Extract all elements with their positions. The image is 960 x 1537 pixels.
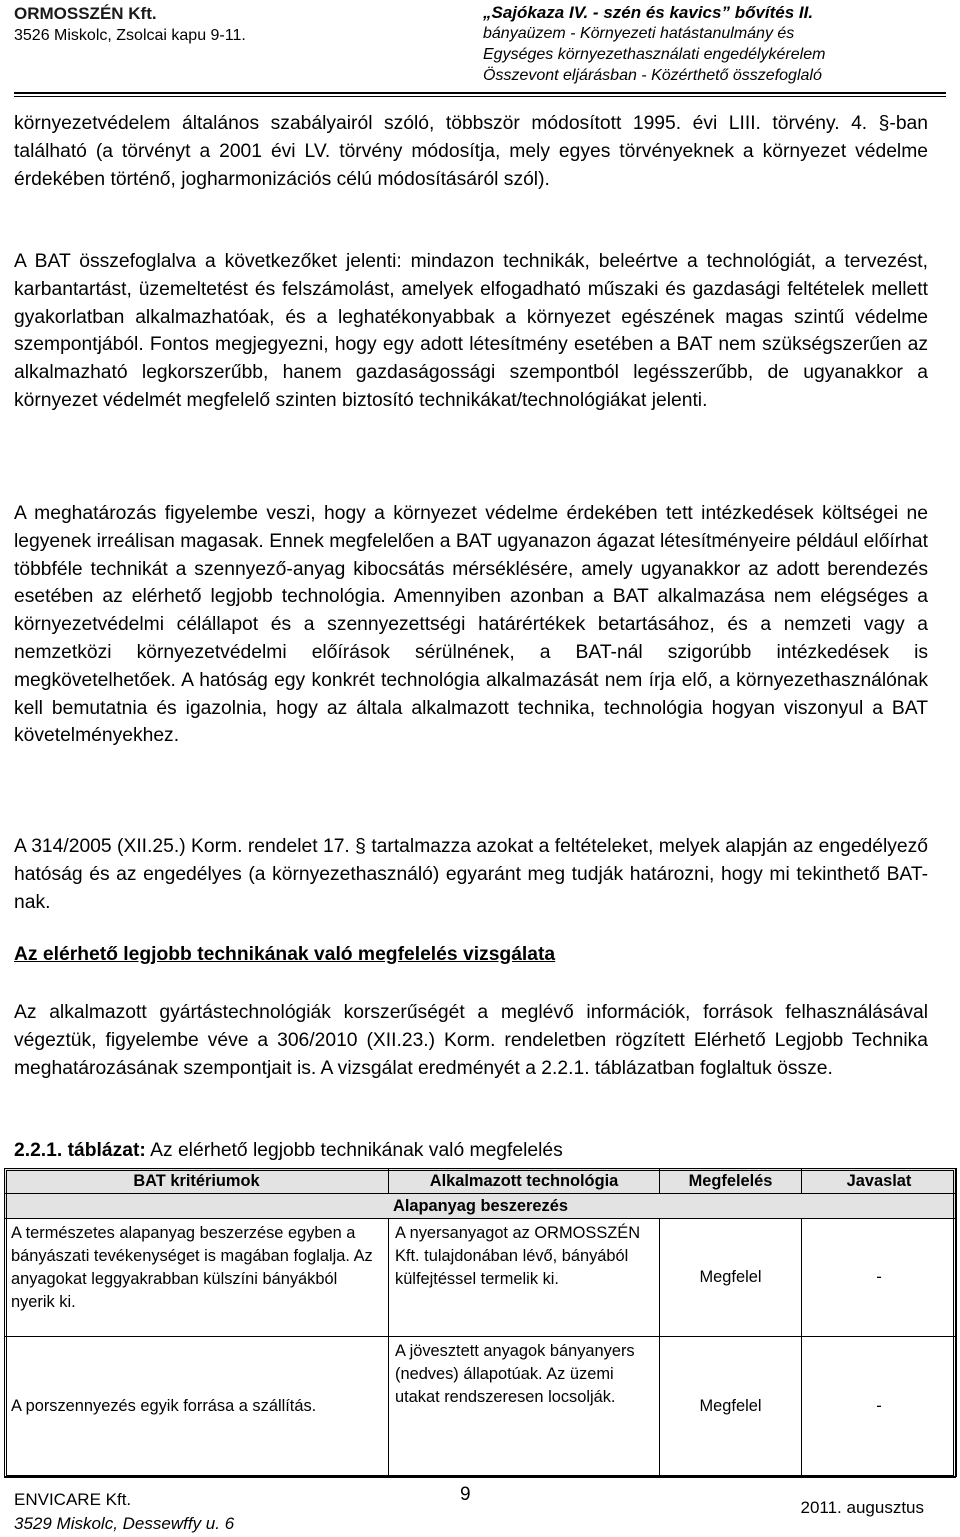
table-header-row [5, 1169, 957, 1194]
table-header-technology: Alkalmazott technológia [389, 1169, 660, 1194]
bat-table [4, 1168, 957, 1477]
table-cell-compliance: Megfelel [660, 1337, 802, 1477]
header-left [14, 3, 474, 47]
table-cell-proposal: - [802, 1219, 957, 1337]
footer-left [14, 1488, 234, 1536]
footer-date: 2011. augusztus [800, 1498, 924, 1517]
header-title-3: Egységes környezethasználati engedélykérelem [483, 46, 826, 63]
header-company: ORMOSSZÉN Kft. [14, 4, 157, 23]
table-cell-compliance: Megfelel [660, 1219, 802, 1337]
section-heading: Az elérhető legjobb technikának való megfelelés vizsgálata [14, 944, 556, 965]
footer-address: 3529 Miskolc, Dessewffy u. 6 [14, 1514, 235, 1533]
table-cell-technology: A jövesztett anyagok bányanyers (nedves) állapotúak. Az üzemi utakat rendszeresen locsolják. [389, 1337, 660, 1477]
paragraph-3 [14, 500, 928, 750]
table-cell-technology: A nyersanyagot az ORMOSSZÉN Kft. tulajdonában lévő, bányából külfejtéssel termelik ki. [389, 1219, 660, 1337]
paragraph-3-text: A meghatározás figyelembe veszi, hogy a környezet védelme érdekében tett intézkedések költségei ne legyenek irreálisan magasak. Ennek megfelelően a BAT ugyanazon ágazat létesítményeire például előírhat többféle technikát a szennyező-anyag kibocsátás mérséklésére, amely ugyanakkor az adott berendezés esetében az elérhető legjobb technológia. Amennyiben azonban a BAT alkalmazása nem elégséges a környezetvédelmi célállapot és a szennyezettségi határértékek betartásához, és a nemzeti vagy a nemzetközi környezetvédelmi előírások sérülnének, a BAT-nál szigorúbb intézkedések is megkövetelhetőek. A hatóság egy konkrét technológia alkalmazását nem írja elő, a környezethasználónak kell bemutatnia és igazolnia, hogy az általa alkalmazott technika, technológia hogyan viszonyul a BAT követelményekhez. [14, 503, 928, 747]
table-section-row [5, 1194, 957, 1219]
header-divider-thin [14, 96, 946, 97]
table-caption-text: Az elérhető legjobb technikának való megfelelés [145, 1140, 563, 1161]
table-caption-number: 2.2.1. táblázat: [14, 1140, 146, 1161]
header-title-4: Összevont eljárásban - Közérthető összefoglaló [483, 67, 822, 84]
page-number: 9 [460, 1484, 471, 1505]
table-section-label: Alapanyag beszerezés [5, 1194, 957, 1219]
table-header-proposal: Javaslat [802, 1169, 957, 1194]
paragraph-4-text: A 314/2005 (XII.25.) Korm. rendelet 17. § tartalmazza azokat a feltételeket, melyek alapján az engedélyező hatóság és az engedélyes (a környezethasználó) egyaránt meg tudják határozni, hogy mi tekinthető BAT-nak. [14, 836, 928, 913]
table-cell-criterion: A természetes alapanyag beszerzése egyben a bányászati tevékenységet is magában foglalja. Az anyagokat leggyakrabban külszíni bányákból nyerik ki. [5, 1219, 389, 1337]
paragraph-5 [14, 999, 928, 1082]
table-header-criteria: BAT kritériumok [5, 1169, 389, 1194]
paragraph-4 [14, 833, 928, 916]
paragraph-1 [14, 110, 928, 193]
paragraph-5-text: Az alkalmazott gyártástechnológiák korszerűségét a meglévő információk, források felhasználásával végeztük, figyelembe véve a 306/2010 (XII.23.) Korm. rendeletben rögzített Elérhető Legjobb Technika meghatározásának szempontjait is. A vizsgálat eredményét a 2.2.1. táblázatban foglaltuk össze. [14, 1002, 928, 1079]
header-title-2: bányaüzem - Környezeti hatástanulmány és [483, 25, 795, 42]
table-cell-criterion: A porszennyezés egyik forrása a szállítás. [5, 1337, 389, 1477]
table-caption [14, 1140, 563, 1162]
paragraph-2-text: A BAT összefoglalva a következőket jelenti: mindazon technikák, beleértve a technológiát, a tervezést, karbantartást, üzemeltetést és felszámolást, amelyek elfogadható műszaki és gazdasági feltételek mellett gyakorlatban alkalmazhatóak, és a leghatékonyabbak a környezet egészének magas szintű védelme szempontjából. Fontos megjegyezni, hogy egy adott létesítmény esetében a BAT nem szükségszerűen az alkalmazható legkorszerűbb, hanem gazdaságossági szempontból legésszerűbb, de ugyanakkor a környezet védelmét megfelelő szinten biztosító technikákat/technológiákat jelenti. [14, 251, 928, 411]
paragraph-1-text: környezetvédelem általános szabályairól szóló, többször módosított 1995. évi LIII. törvény. 4. §-ban található (a törvényt a 2001 évi LV. törvény módosítja, mely egyes törvényeknek a környezet védelme érdekében történő, jogharmonizációs célú módosításáról szól). [14, 113, 928, 190]
footer-company: ENVICARE Kft. [14, 1490, 132, 1509]
table-row [5, 1337, 957, 1477]
header-title-1: „Sajókaza IV. - szén és kavics” bővítés II. [483, 3, 814, 22]
header-address: 3526 Miskolc, Zsolcai kapu 9-11. [14, 27, 246, 44]
table-cell-proposal: - [802, 1337, 957, 1477]
header-divider [14, 92, 946, 94]
table-header-compliance: Megfelelés [660, 1169, 802, 1194]
header-right [483, 2, 943, 86]
table-row [5, 1219, 957, 1337]
paragraph-2 [14, 248, 928, 415]
